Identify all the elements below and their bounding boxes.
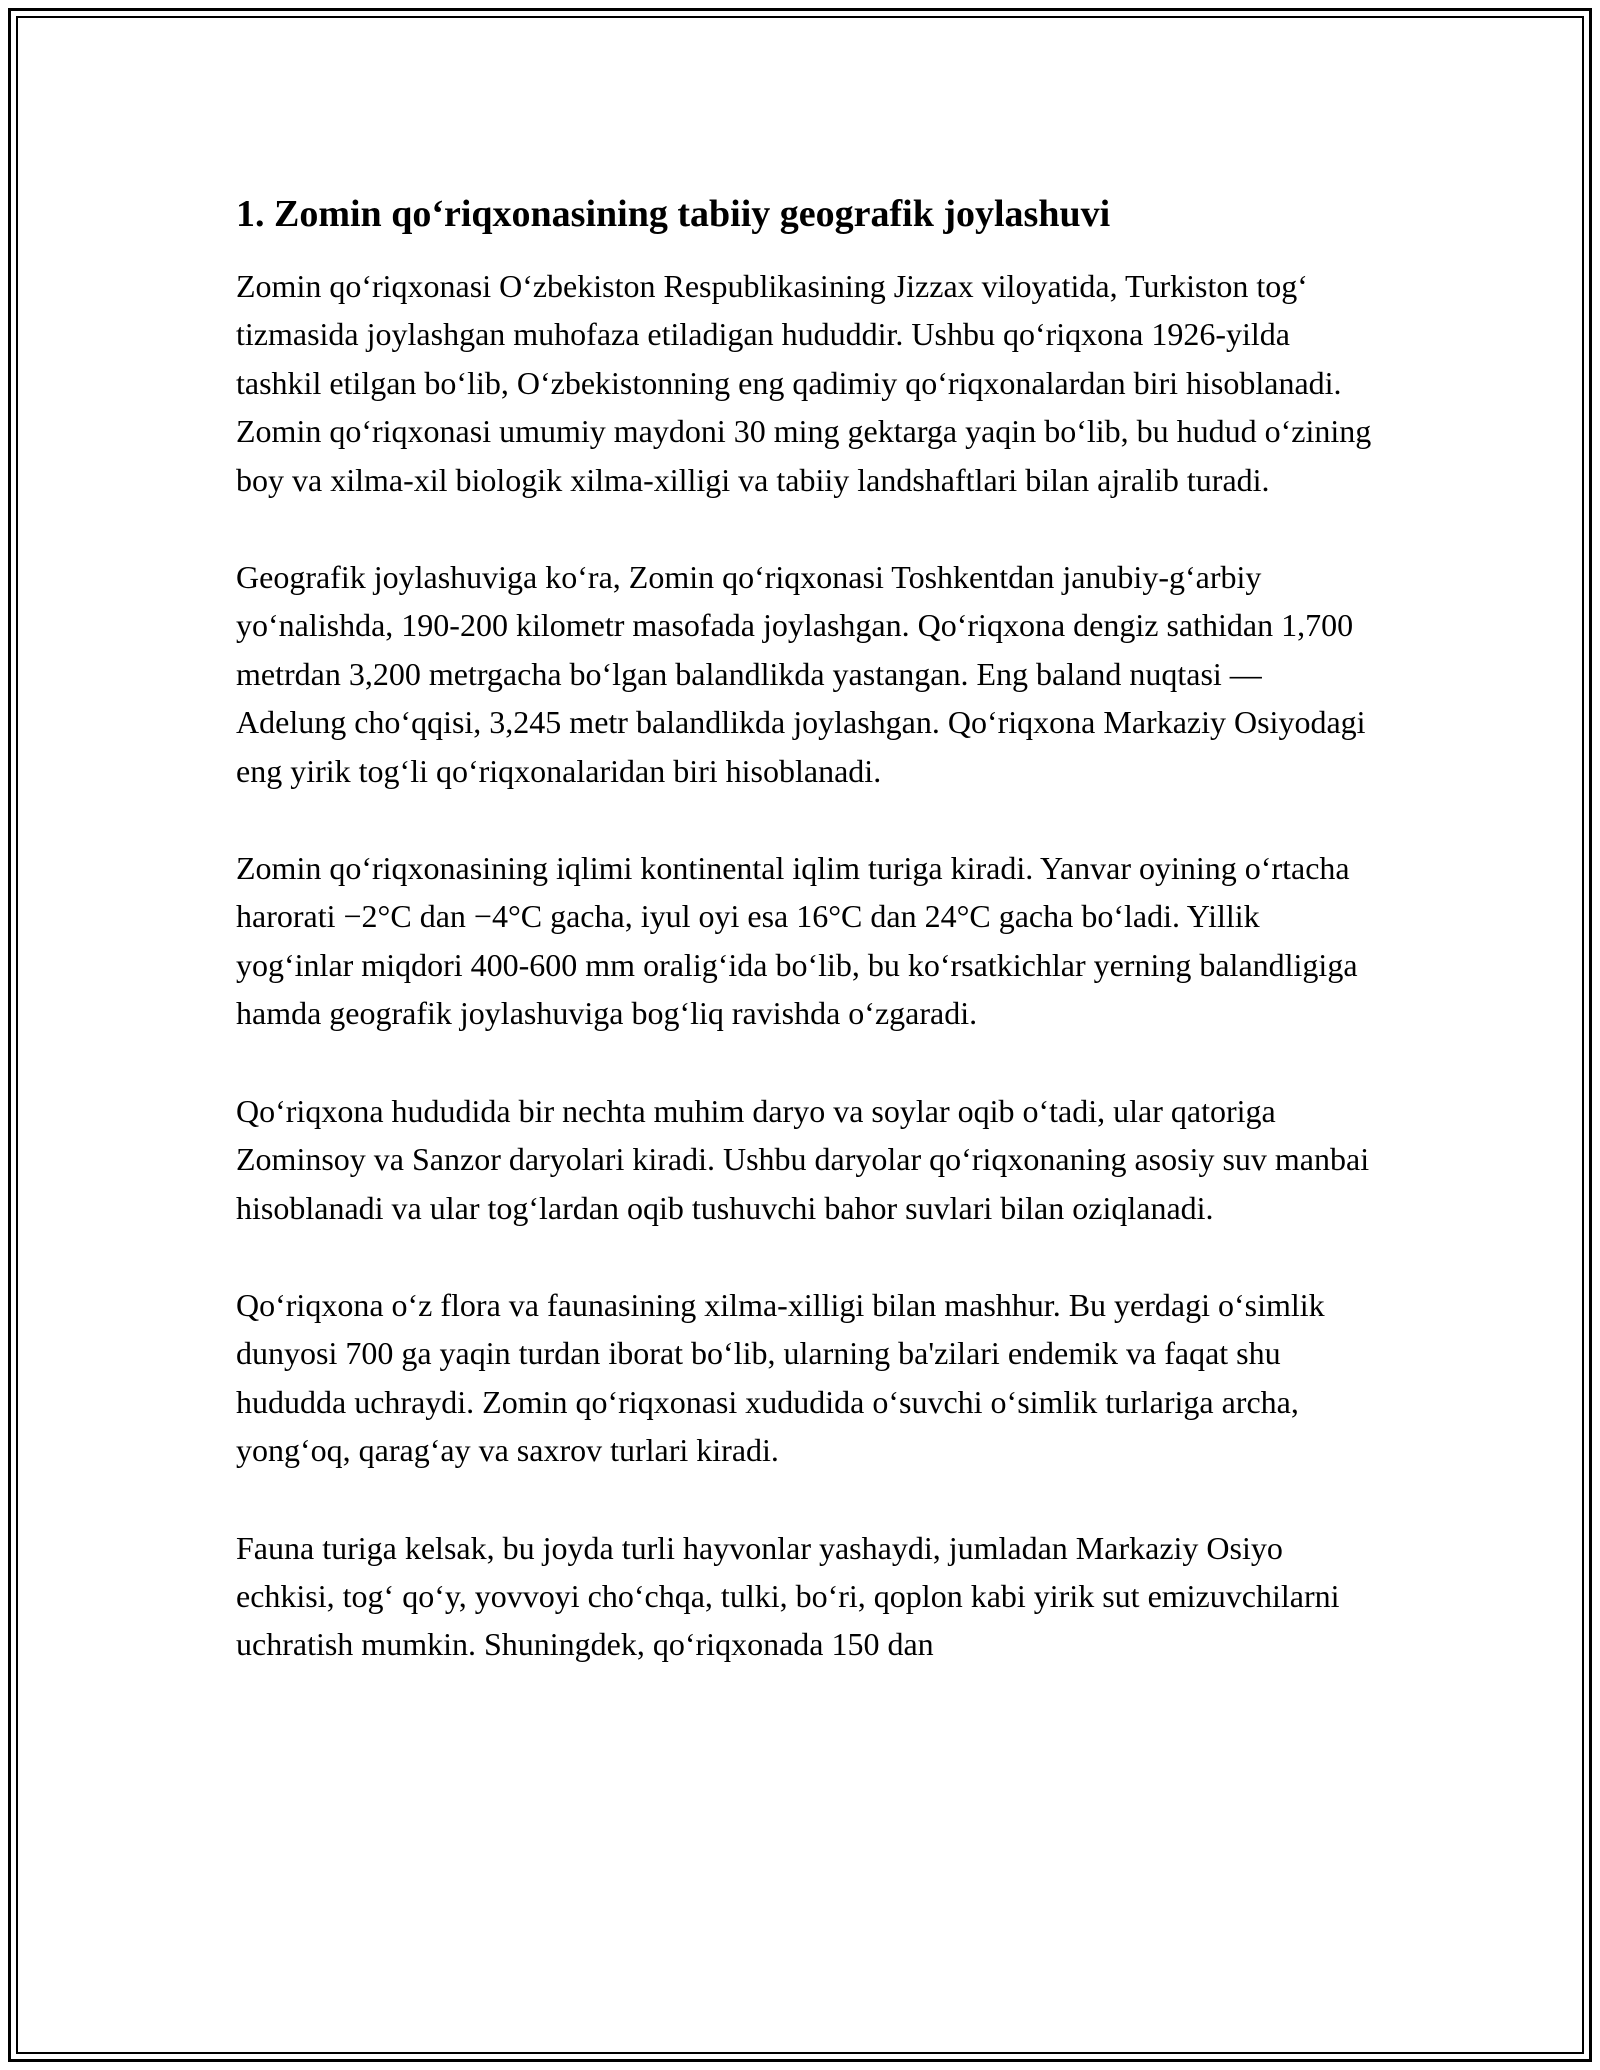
section-heading: 1. Zomin qo‘riqxonasining tabiiy geografik joylashuvi: [236, 193, 1111, 235]
paragraph-rivers: Qo‘riqxona hududida bir nechta muhim daryo va soylar oqib o‘tadi, ular qatoriga Zominsoy va Sanzor daryolari kiradi. Ushbu daryolar qo‘riqxonaning asosiy suv manbai hisoblanadi va ular tog‘lardan oqib tushuvchi bahor suvlari bilan oziqlanadi.: [236, 1092, 1370, 1226]
paragraph-location: Zomin qo‘riqxonasi O‘zbekiston Respublikasining Jizzax viloyatida, Turkiston tog‘ tizmasida joylashgan muhofaza etiladigan hududdir. Ushbu qo‘riqxona 1926-yilda tashkil etilgan bo‘lib, O‘zbekistonning eng qadimiy qo‘riqxonalardan biri hisoblanadi. Zomin qo‘riqxonasi umumiy maydoni 30 ming gektarga yaqin bo‘lib, bu hudud o‘zining boy va xilma-xil biologik xilma-xilligi va tabiiy landshaftlari bilan ajralib turadi.: [236, 268, 1372, 498]
paragraph-climate: Zomin qo‘riqxonasining iqlimi kontinental iqlim turiga kiradi. Yanvar oyining o‘rtacha harorati −2°C dan −4°C gacha, iyul oyi esa 16°C dan 24°C gacha bo‘ladi. Yillik yog‘inlar miqdori 400-600 mm oralig‘ida bo‘lib, bu ko‘rsatkichlar yerning balandligiga hamda geografik joylashuviga bog‘liq ravishda o‘zgaradi.: [236, 850, 1358, 1032]
paragraph-geography: Geografik joylashuviga ko‘ra, Zomin qo‘riqxonasi Toshkentdan janubiy-g‘arbiy yo‘nalishda, 190-200 kilometr masofada joylashgan. Qo‘riqxona dengiz sathidan 1,700 metrdan 3,200 metrgacha bo‘lgan balandlikda yastangan. Eng baland nuqtasi — Adelung cho‘qqisi, 3,245 metr balandlikda joylashgan. Qo‘riqxona Markaziy Osiyodagi eng yirik tog‘li qo‘riqxonalaridan biri hisoblanadi.: [236, 559, 1366, 789]
paragraph-fauna: Fauna turiga kelsak, bu joyda turli hayvonlar yashaydi, jumladan Markaziy Osiyo echkisi, tog‘ qo‘y, yovvoyi cho‘chqa, tulki, bo‘ri, qoplon kabi yirik sut emizuvchilarni uchratish mumkin. Shuningdek, qo‘riqxonada 150 dan: [236, 1529, 1340, 1663]
document-body: [236, 188, 1376, 1718]
paragraph-flora: Qo‘riqxona o‘z flora va faunasining xilma-xilligi bilan mashhur. Bu yerdagi o‘simlik dunyosi 700 ga yaqin turdan iborat bo‘lib, ularning ba'zilari endemik va faqat shu hududda uchraydi. Zomin qo‘riqxonasi xududida o‘suvchi o‘simlik turlariga archa, yong‘oq, qarag‘ay va saxrov turlari kiradi.: [236, 1286, 1325, 1469]
